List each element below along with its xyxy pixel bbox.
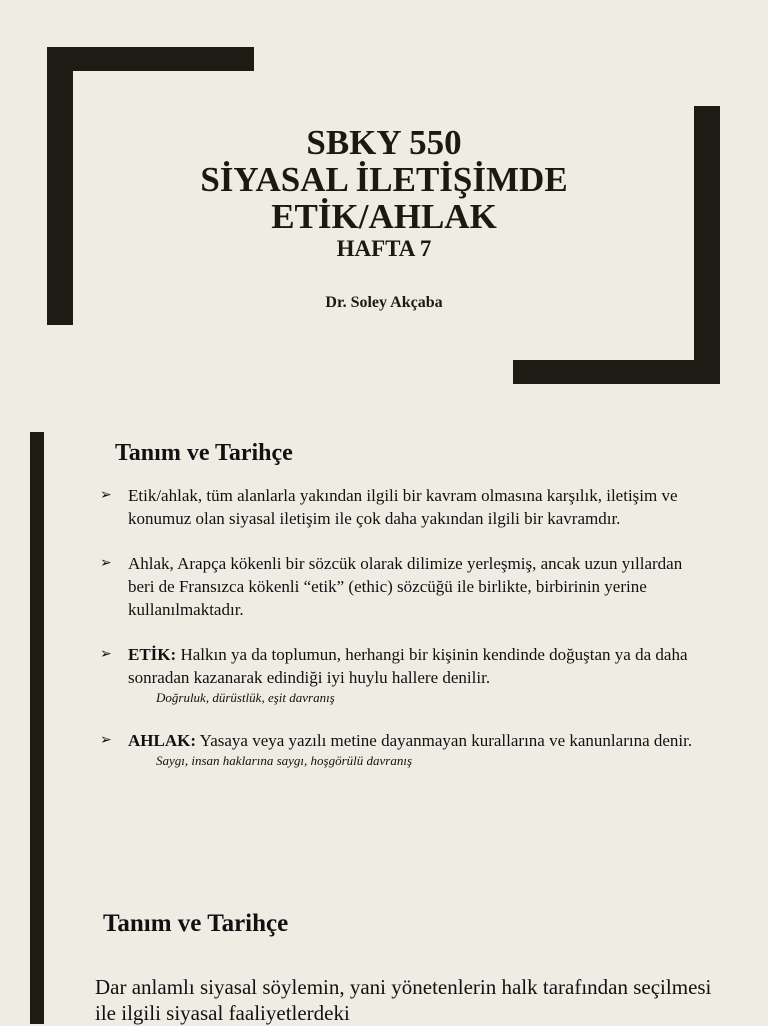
list-item: [100, 484, 710, 530]
arrow-bullet-icon: ➢: [100, 487, 112, 503]
bullet-text: Etik/ahlak, tüm alanlarla yakından ilgili bir kavram olmasına karşılık, iletişim ve konumuz olan siyasal iletişim ile çok daha yakından ilgili bir kavramdır.: [128, 486, 678, 528]
slide-heading: Tanım ve Tarihçe: [103, 910, 289, 937]
bullet-list: [100, 484, 710, 770]
bullet-text: Halkın ya da toplumun, herhangi bir kişinin kendinde doğuştan ya da daha sonradan kazanarak edindiği iyi huylu hallere denilir.: [128, 645, 688, 687]
week-label: HAFTA 7: [336, 236, 432, 261]
term-label: AHLAK:: [128, 731, 196, 750]
list-item: [100, 552, 710, 621]
slide-heading: Tanım ve Tarihçe: [115, 440, 293, 466]
title-slide: [0, 0, 768, 420]
body-paragraph: Dar anlamlı siyasal söylemin, yani yönetenlerin halk tarafından seçilmesi ile ilgili siyasal faaliyetlerdeki: [95, 975, 712, 1025]
left-accent-bar: [30, 432, 44, 866]
arrow-bullet-icon: ➢: [100, 732, 112, 748]
course-title-line-1: SİYASAL İLETİŞİMDE: [200, 160, 568, 199]
term-label: ETİK:: [128, 645, 177, 664]
bottom-right-bracket-horizontal: [513, 360, 720, 384]
arrow-bullet-icon: ➢: [100, 555, 112, 571]
top-left-bracket-horizontal: [47, 47, 254, 71]
list-item: [100, 729, 710, 770]
bullet-text: Yasaya veya yazılı metine dayanmayan kurallarına ve kanunlarına denir.: [199, 731, 693, 750]
left-accent-bar: [30, 866, 44, 1024]
author-name: Dr. Soley Akçaba: [325, 294, 443, 311]
example-note: Doğruluk, dürüstlük, eşit davranış: [156, 690, 335, 705]
definitions-slide: [0, 432, 768, 866]
list-item: [100, 643, 710, 707]
history-slide: [0, 866, 768, 1024]
course-title-line-2: ETİK/AHLAK: [271, 197, 497, 236]
arrow-bullet-icon: ➢: [100, 646, 112, 662]
example-note: Saygı, insan haklarına saygı, hoşgörülü davranış: [156, 753, 413, 768]
course-code: SBKY 550: [306, 123, 462, 162]
bullet-text: Ahlak, Arapça kökenli bir sözcük olarak dilimize yerleşmiş, ancak uzun yıllardan beri de Fransızca kökenli “etik” (ethic) sözcüğü ile birlikte, birbirinin yerine kullanılmaktadır.: [128, 554, 683, 619]
title-block: [0, 124, 768, 263]
